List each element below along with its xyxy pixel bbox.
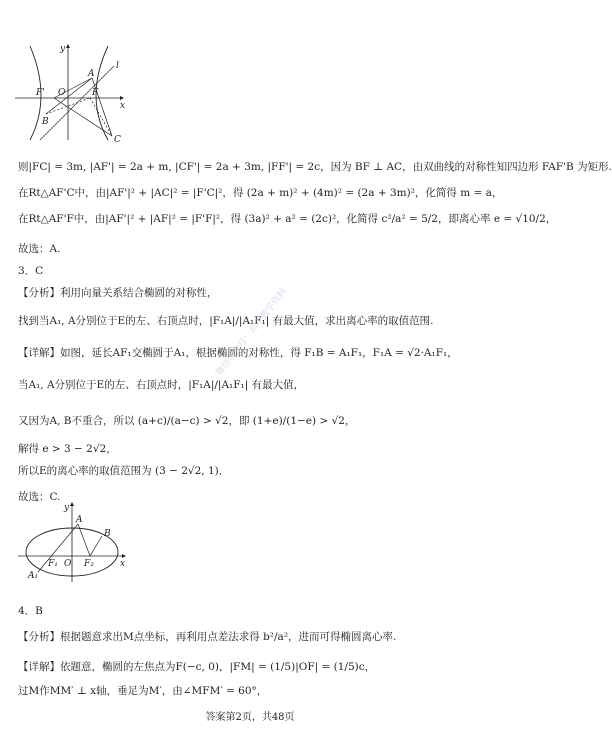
text-line-9: 当A₁, A分别位于E的左、右顶点时，|F₁A|/|A₁F₁| 有最大值， [18, 379, 305, 391]
watermark: 微信公众号：高中数学资料 [214, 286, 289, 379]
question-3-heading: 3．C [18, 265, 44, 277]
fig2-label-A: A [76, 515, 83, 525]
fig2-label-A1: A₁ [28, 571, 39, 581]
text-line-10: 又因为A, B不重合，所以 (a+c)/(a−c) > √2，即 (1+e)/(1−e) > √2， [18, 415, 356, 427]
page-footer: 答案第2页，共48页 [205, 712, 295, 723]
fig2-label-F1: F₁ [48, 559, 58, 569]
text-line-3: 在Rt△AF'F中，由|AF'|² + |AF|² = |F'F|²，得 (3a)² + a² = (2c)²，化简得 c²/a² = 5/2，即离心率 e = √10/2， [18, 213, 557, 225]
fig1-label-Fprime: F' [36, 88, 45, 98]
question-4-heading: 4．B [18, 605, 43, 617]
ellipse-figure [14, 500, 130, 584]
detail-4: 【详解】依题意，椭圆的左焦点为F(−c, 0)，|FM| = (1/5)|OF| = (1/5)c， [18, 661, 376, 673]
text-line-11: 解得 e > 3 − 2√2， [18, 443, 117, 455]
text-line-4: 故选：A. [18, 243, 61, 255]
text-line-12: 所以E的离心率的取值范围为 (3 − 2√2, 1)． [18, 465, 230, 477]
fig1-label-A: A [88, 69, 95, 79]
analysis-3: 【分析】利用向量关系结合椭圆的对称性， [18, 287, 218, 299]
fig2-label-B: B [104, 529, 111, 539]
text-line-1: 则|FC| = 3m, |AF'| = 2a + m, |CF'| = 2a + 3m, |FF'| = 2c，因为 BF ⊥ AC，由双曲线的对称性知四边形 FAF'B 为矩形. [18, 161, 612, 173]
analysis-4: 【分析】根据题意求出M点坐标，再利用点差法求得 b²/a²，进而可得椭圆离心率. [18, 631, 397, 643]
fig1-label-y: y [60, 44, 66, 54]
fig1-label-O: O [58, 88, 66, 98]
text-line-7: 找到当A₁, A分别位于E的左、右顶点时，|F₁A|/|A₁F₁| 有最大值，求出离心率的取值范围. [18, 315, 434, 327]
fig2-label-F2: F₂ [84, 559, 94, 569]
fig2-label-y: y [64, 503, 70, 513]
text-line-13: 故选：C. [18, 491, 61, 503]
text-line-17: 过M作MM′ ⊥ x轴，垂足为M′，由∠MFM′ = 60°， [18, 685, 268, 697]
text-line-2: 在Rt△AF'C中，由|AF'|² + |AC|² = |F'C|²，得 (2a + m)² + (4m)² = (2a + 3m)²，化简得 m = a， [18, 187, 503, 199]
fig1-label-x: x [120, 101, 126, 111]
detail-3: 【详解】如图，延长AF₁交椭圆于A₁，根据椭圆的对称性，得 F₁B = A₁F₁，F₁A = √2·A₁F₁， [18, 347, 458, 359]
fig1-label-l: l [116, 61, 119, 71]
hyperbola-figure [10, 40, 130, 144]
fig1-label-F: F [92, 88, 99, 98]
fig1-label-C: C [114, 135, 121, 145]
fig2-label-O: O [64, 559, 72, 569]
fig2-label-x: x [120, 559, 126, 569]
fig1-label-B: B [42, 117, 49, 127]
